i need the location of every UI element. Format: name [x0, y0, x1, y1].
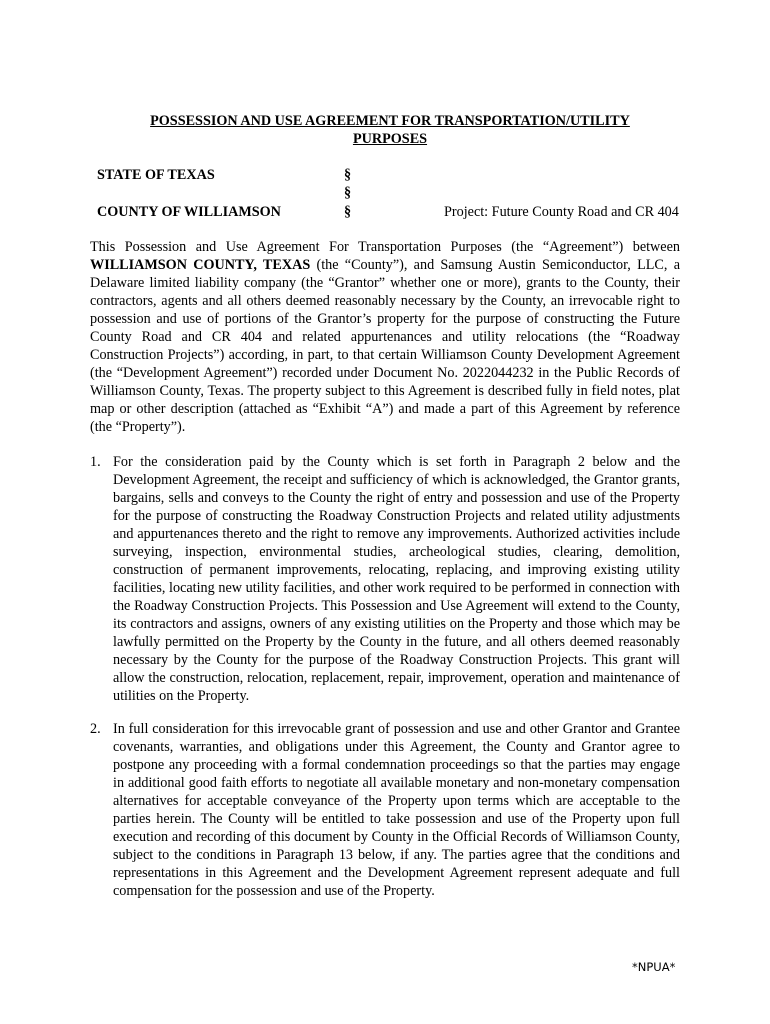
- section-symbol-1: §: [344, 167, 352, 183]
- paragraph-2-number: 2.: [90, 721, 101, 737]
- state-label: STATE OF TEXAS: [97, 167, 215, 183]
- title-line-1: POSSESSION AND USE AGREEMENT FOR TRANSPORTATION/UTILITY: [150, 113, 630, 129]
- paragraph-2-text: In full consideration for this irrevocable grant of possession and use and other Grantor and Grantee covenants, warranties, and obligations under this Agreement, the County and Grantor agree to postpone any proceeding with a formal condemnation proceedings so that the parties may engage in additional good faith efforts to negotiate all available monetary and non-monetary compensation alternatives for acceptable conveyance of the Property upon terms which are acceptable to the parties herein. The County will be entitled to take possession and use of the Property upon full execution and recording of this document by County in the Official Records of Williamson County, subject to the conditions in Paragraph 13 below, if any. The parties agree that the conditions and representations in this Agreement and the Development Agreement represent adequate and full compensation for the possession and use of the Property.: [113, 721, 680, 899]
- document-title: [90, 112, 690, 148]
- footer-mark: *NPUA*: [632, 960, 676, 974]
- paragraph-1-number: 1.: [90, 454, 101, 470]
- section-symbol-3: §: [344, 204, 352, 220]
- paragraph-1: [90, 453, 680, 705]
- county-label: COUNTY OF WILLIAMSON: [97, 204, 281, 220]
- project-label: Project: Future County Road and CR 404: [444, 204, 679, 220]
- intro-text-part1: This Possession and Use Agreement For Transportation Purposes (the “Agreement”) between: [90, 239, 680, 255]
- paragraph-1-text: For the consideration paid by the County which is set forth in Paragraph 2 below and the Development Agreement, the receipt and sufficiency of which is acknowledged, the Grantor grants, bargains, sells and conveys to the County the right of entry and possession and use of the Property for the purpose of constructing the Roadway Construction Projects and related utility adjustments and appurtenances thereto and the right to remove any improvements. Authorized activities include surveying, inspection, environmental studies, archeological studies, clearing, demolition, construction of permanent improvements, relocating, replacing, and improving existing utility facilities, locating new utility facilities, and other work required to be performed in connection with the Roadway Construction Projects. This Possession and Use Agreement will extend to the County, its contractors and assigns, owners of any existing utilities on the Property and those which may be lawfully permitted on the Property by the County in the future, and all others deemed reasonably necessary by the County for the purpose of the Roadway Construction Projects. This grant will allow the construction, relocation, replacement, repair, improvement, operation and maintenance of utilities on the Property.: [113, 454, 680, 704]
- intro-paragraph: [90, 238, 680, 436]
- intro-party-name: WILLIAMSON COUNTY, TEXAS: [90, 257, 311, 273]
- section-symbol-2: §: [344, 185, 352, 201]
- intro-text-part2: (the “County”), and Samsung Austin Semiconductor, LLC, a Delaware limited liability company (the “Grantor” whether one or more), grants to the County, their contractors, agents and all others deemed reasonably necessary by the County, an irrevocable right to possession and use of portions of the Grantor’s property for the purpose of constructing the Future County Road and CR 404 and related appurtenances and utility relocations (the “Roadway Construction Projects”) according, in part, to that certain Williamson County Development Agreement (the “Development Agreement”) recorded under Document No. 2022044232 in the Public Records of Williamson County, Texas. The property subject to this Agreement is described fully in field notes, plat map or other description (attached as “Exhibit “A”) and made a part of this Agreement by reference (the “Property”).: [90, 257, 680, 435]
- title-line-2: PURPOSES: [352, 131, 428, 147]
- paragraph-2: [90, 720, 680, 900]
